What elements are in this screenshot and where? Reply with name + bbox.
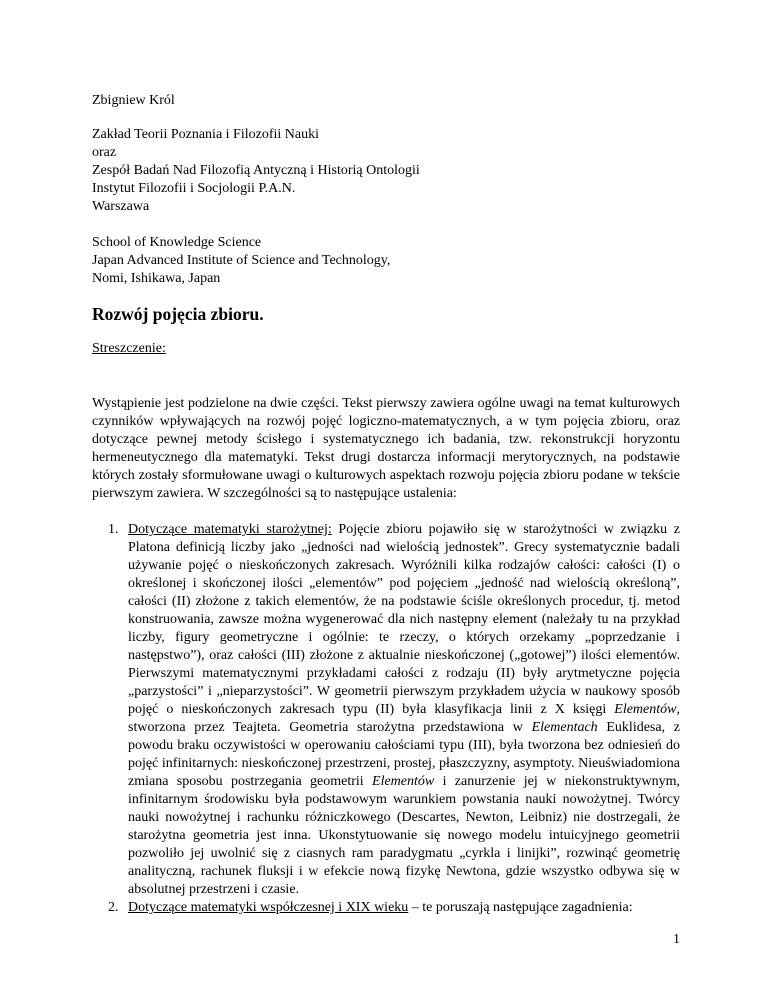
affiliation-line: Instytut Filozofii i Socjologii P.A.N. [92, 181, 296, 196]
affiliation-japan [92, 234, 680, 288]
list-item-number: 1. [108, 522, 119, 537]
author-name: Zbigniew Król [92, 93, 175, 108]
abstract-heading: Streszczenie: [92, 341, 166, 356]
list-item [92, 521, 680, 899]
book-title-italic: Elementów [614, 702, 677, 717]
book-title-italic: Elementów [372, 774, 435, 789]
list-item-text: – te poruszają następujące zagadnienia: [408, 900, 633, 915]
affiliation-line: Warszawa [92, 199, 150, 214]
list-item-heading: Dotyczące matematyki starożytnej: [128, 522, 332, 537]
list-item-number: 2. [108, 900, 119, 915]
affiliation-line: oraz [92, 145, 117, 160]
list-item [92, 899, 680, 917]
book-title-italic: Elementach [531, 720, 598, 735]
document-title: Rozwój pojęcia zbioru. [92, 304, 264, 324]
affiliation-polish [92, 126, 680, 216]
findings-list [92, 521, 680, 917]
list-item-text: i zanurzenie jej w niekonstruktywnym, infinitarnym środowisku była podstawowym warunkiem powstania nauki nowożytnej. Twórcy nauki nowożytnej i rachunku różniczkowego (Descartes, Newton, Leibniz) nie dostrzegali, że starożytna geometria jest inna. Ukonstytuowanie się nowego modelu intuicyjnego geometrii pozwoliło jej uwolnić się z ciasnych ram paradygmatu „cyrkla i linijki”, rozwinąć geometrię analityczną, rachunek fluksji i w efekcie nową fizykę Newtona, gdzie wszystko odbywa się w absolutnej przestrzeni i czasie. [128, 774, 680, 897]
page-number: 1 [673, 932, 680, 947]
list-item-text: Pojęcie zbioru pojawiło się w starożytności w związku z Platona definicją liczby jako „jedności nad wielością jednostek”. Grecy systematycznie badali używanie pojęć o nieskończonych zakresach. Wyróżnili kilka rodzajów całości: całości (I) o określonej i skończonej ilości „elementów” pod pojęciem „jedność nad wielością określoną”, całości (II) złożone z takich elementów, że na podstawie ściśle określonych procedur, tj. metod konstruowania, zawsze można wygenerować dla nich następny element (należały tu na przykład liczby, figury geometryczne i ogólnie: te rzeczy, o których orzekamy „poprzedzanie i następstwo”), oraz całości (III) złożone z aktualnie nieskończonej („gotowej”) ilości elementów. Pierwszymi matematycznymi przykładami całości z rodzaju (II) były arytmetyczne pojęcia „parzystości” i „nieparzystości”. W geometrii pierwszym przykładem użycia w naukowy sposób pojęć o nieskończonych zakresach typu (II) była klasyfikacja linii z X księgi [128, 522, 680, 717]
list-item-text: , stworzona przez Teajteta. Geometria starożytna przedstawiona w [128, 702, 680, 735]
affiliation-line: Nomi, Ishikawa, Japan [92, 271, 221, 286]
list-item-heading: Dotyczące matematyki współczesnej i XIX wieku [128, 900, 409, 915]
affiliation-line: Japan Advanced Institute of Science and Technology, [92, 253, 391, 268]
document-page [92, 92, 680, 917]
affiliation-line: Zespół Badań Nad Filozofią Antyczną i Historią Ontologii [92, 163, 420, 178]
affiliation-line: Zakład Teorii Poznania i Filozofii Nauki [92, 127, 319, 142]
list-item-text: Euklidesa, z powodu braku oczywistości w operowaniu całościami typu (III), była tworzona bez odniesień do pojęć infinitarnych: nieskończonej przestrzeni, prostej, płaszczyzny, asymptoty. Nieuświadomiona zmiana sposobu postrzegania geometrii [128, 720, 680, 789]
affiliation-line: School of Knowledge Science [92, 235, 262, 250]
intro-paragraph: Wystąpienie jest podzielone na dwie części. Tekst pierwszy zawiera ogólne uwagi na temat kulturowych czynników wpływających na rozwój pojęć logiczno-matematycznych, a w tym pojęcia zbioru, oraz dotyczące pewnej metody ścisłego i systematycznego ich badania, tzw. rekonstrukcji horyzontu hermeneutycznego dla matematyki. Tekst drugi dostarcza informacji merytorycznych, na podstawie których zostały sformułowane uwagi o kulturowych aspektach rozwoju pojęcia zbioru podane w tekście pierwszym zawiera. W szczególności są to następujące ustalenia: [92, 396, 680, 501]
